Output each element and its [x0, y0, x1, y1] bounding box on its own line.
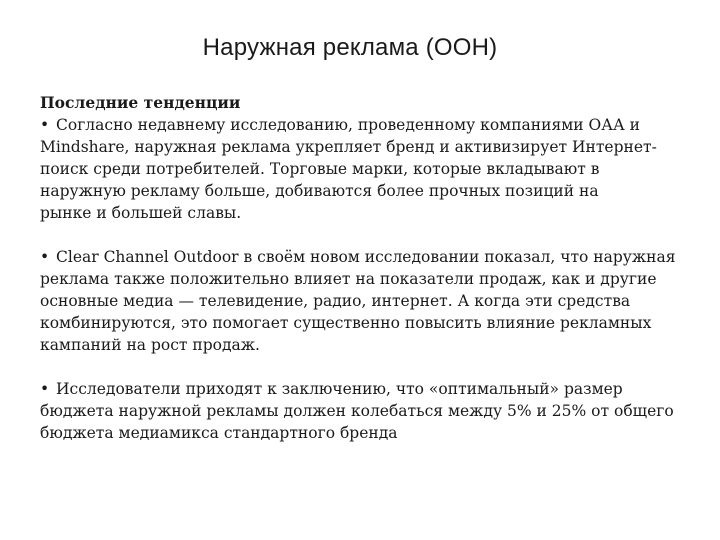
- bullet-paragraph-2: [40, 246, 695, 356]
- section-subtitle: Последние тенденции: [40, 93, 241, 112]
- bullet-line: наружную рекламу больше, добиваются более прочных позиций на: [40, 182, 599, 200]
- bullet-line: реклама также положительно влияет на показатели продаж, как и другие: [40, 270, 657, 288]
- bullet-line: бюджета медиамикса стандартного бренда: [40, 424, 398, 442]
- bullet-marker: •: [40, 116, 50, 134]
- bullet-line: комбинируются, это помогает существенно повысить влияние рекламных: [40, 314, 652, 332]
- bullet-line: поиск среди потребителей. Торговые марки, которые вкладывают в: [40, 160, 600, 178]
- bullet-line: Согласно недавнему исследованию, проведенному компаниями ОАА и: [56, 116, 640, 134]
- bullet-line: Mindshare, наружная реклама укрепляет бренд и активизирует Интернет-: [40, 138, 657, 156]
- bullet-line: основные медиа — телевидение, радио, интернет. А когда эти средства: [40, 292, 631, 310]
- slide-title: Наружная реклама (ООН): [202, 34, 498, 61]
- bullet-paragraph-3: [40, 378, 695, 444]
- bullet-line: кампаний на рост продаж.: [40, 336, 260, 354]
- slide-content: [40, 92, 695, 444]
- bullet-line: рынке и большей славы.: [40, 204, 242, 222]
- bullet-line: Исследователи приходят к заключению, что «оптимальный» размер: [56, 380, 623, 398]
- bullet-paragraph-1: [40, 114, 695, 224]
- bullet-line: бюджета наружной рекламы должен колебаться между 5% и 25% от общего: [40, 402, 674, 420]
- bullet-line: Clear Channel Outdoor в своём новом исследовании показал, что наружная: [56, 248, 676, 266]
- bullet-marker: •: [40, 380, 50, 398]
- bullet-marker: •: [40, 248, 50, 266]
